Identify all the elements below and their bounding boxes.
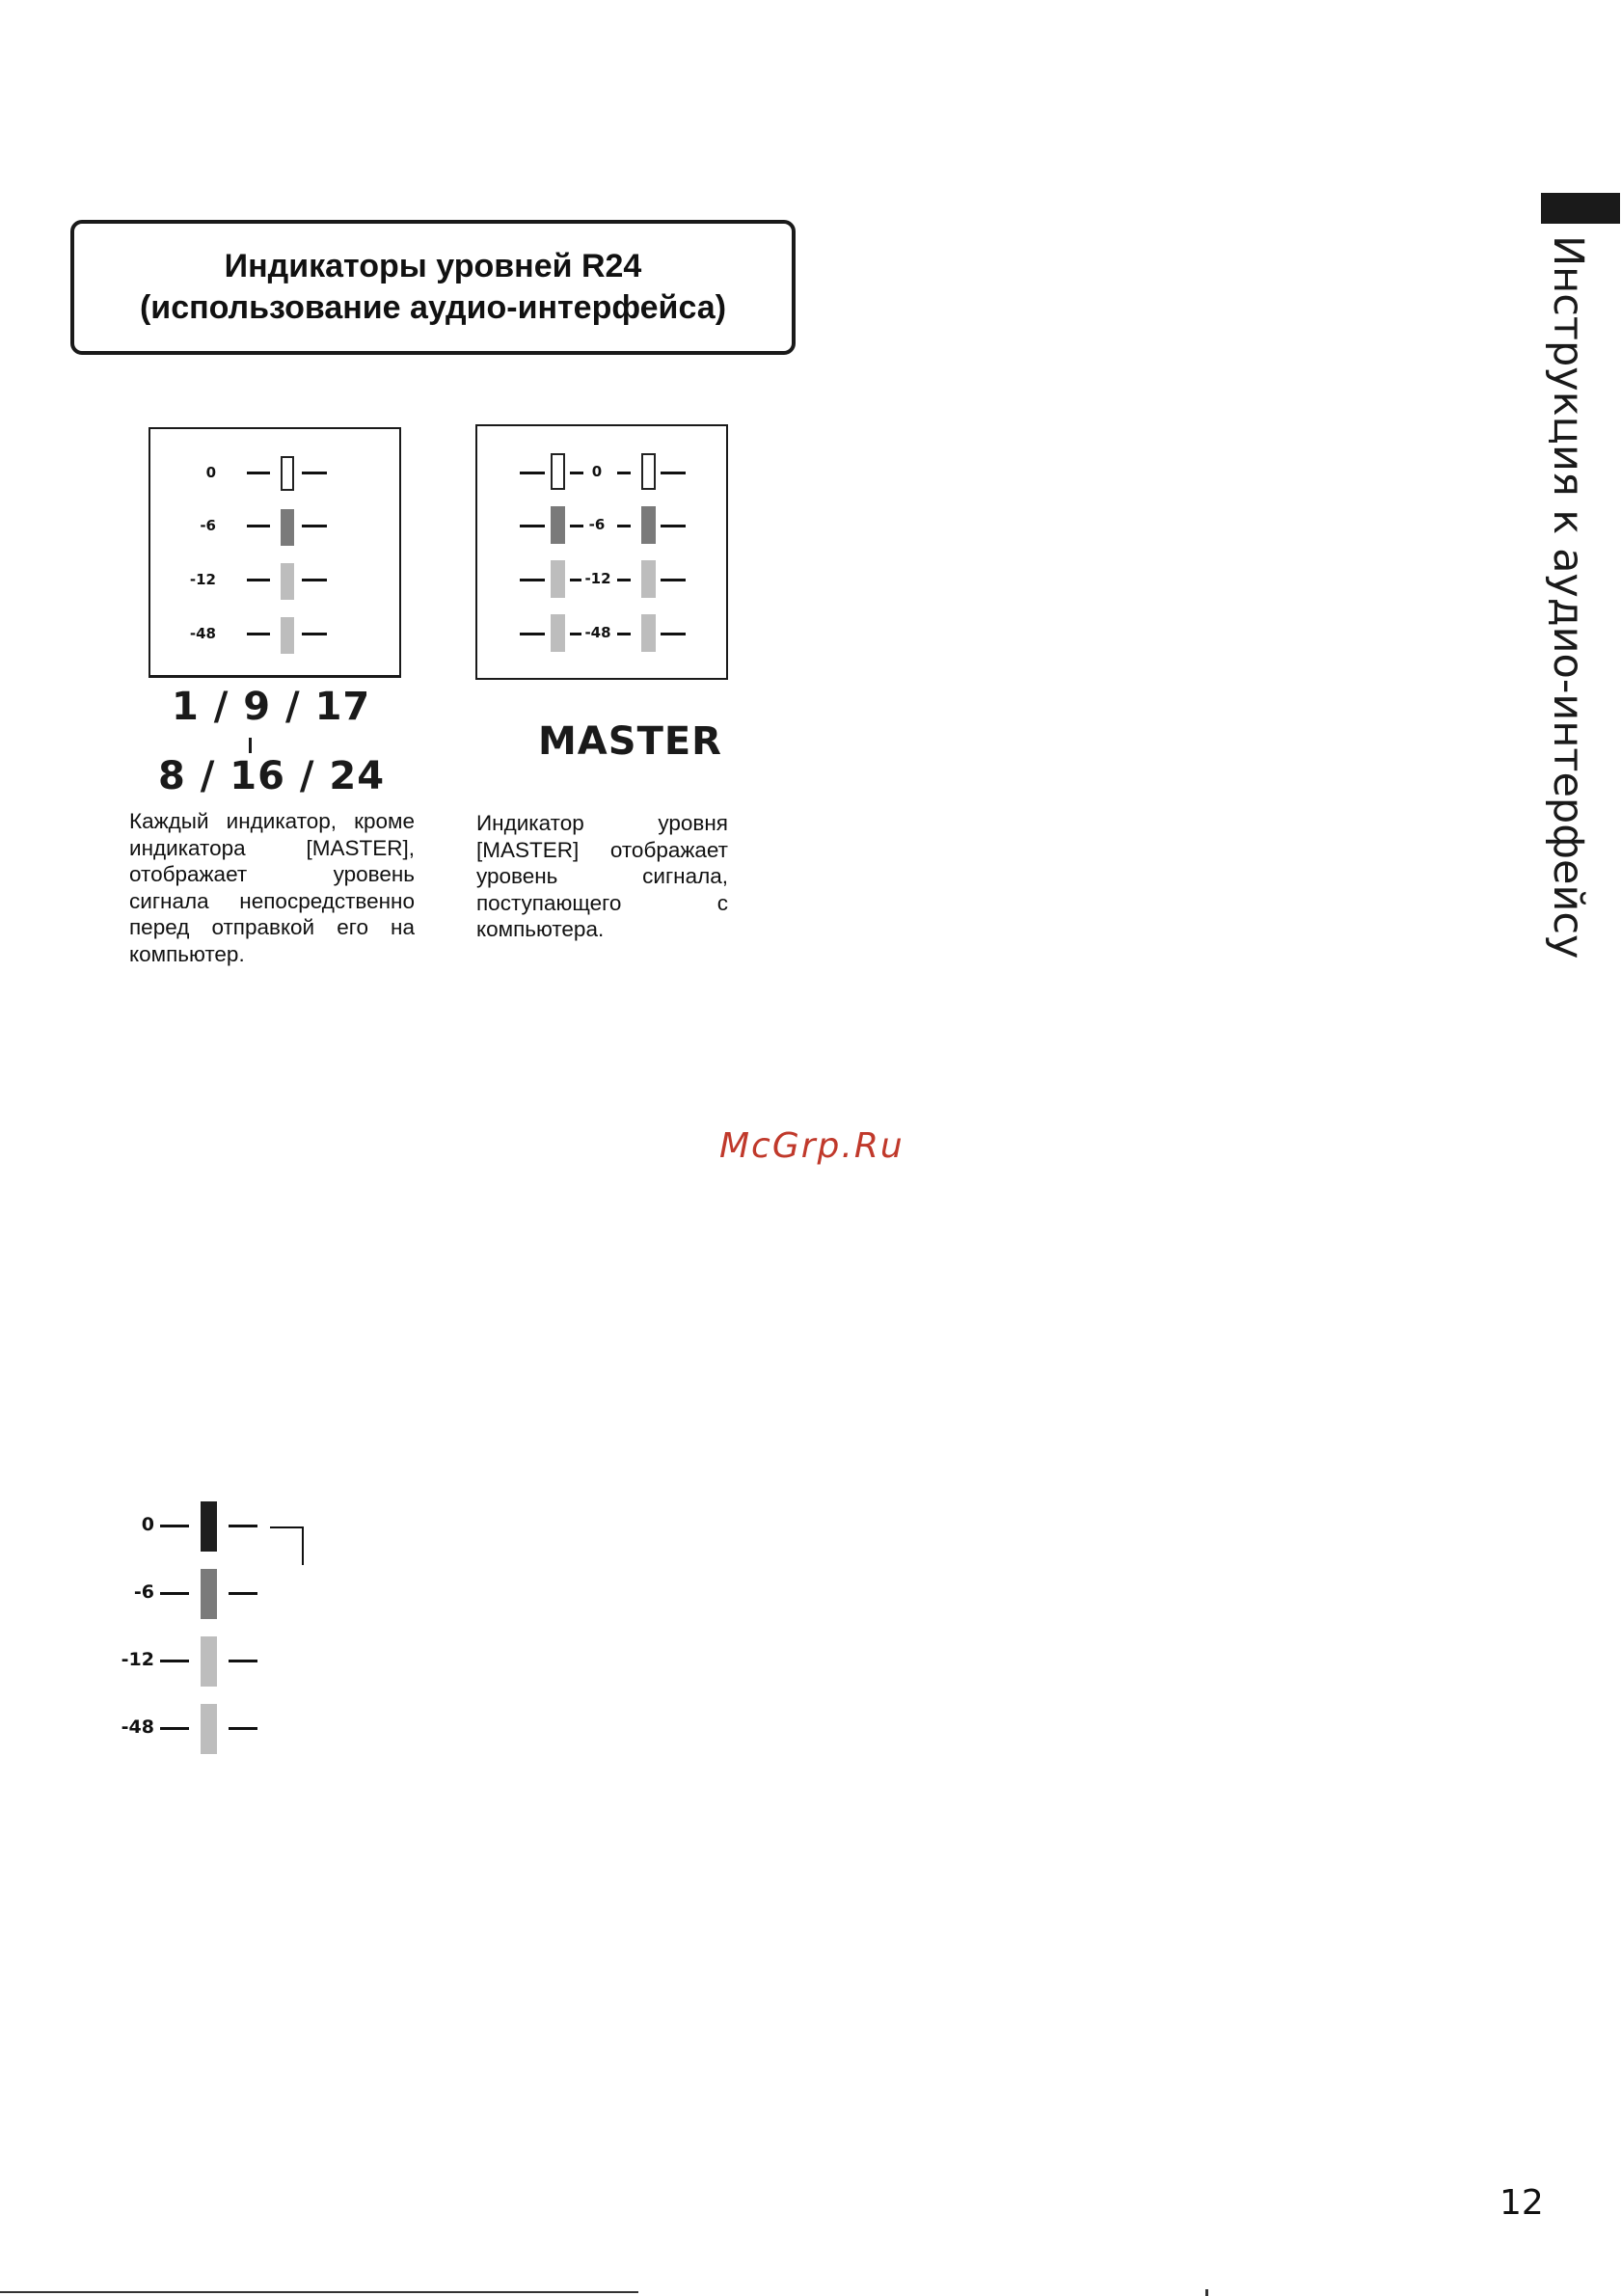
master-L-segment-0-off [551, 453, 565, 490]
master-L-segment-minus48 [551, 614, 565, 652]
tick-left [160, 1592, 189, 1595]
tick-right [302, 579, 327, 581]
channel-meter-description: Каждый индикатор, кроме индикатора [MASTER], отображает уровень сигнала непосредственно перед отправкой его на компьютер. [129, 809, 415, 966]
tick-mid [570, 472, 583, 474]
meter-segment-minus48 [281, 617, 294, 654]
tick-right [661, 579, 686, 581]
tick-left [160, 1660, 189, 1662]
master-R-segment-minus6 [641, 506, 656, 544]
master-R-segment-minus48 [641, 614, 656, 652]
master-level-label-minus48: -48 [584, 624, 611, 641]
master-R-segment-minus12 [641, 560, 656, 598]
section-title-box [70, 220, 796, 355]
tick-left [520, 633, 545, 635]
side-tab-text: Инструкция к аудио-интерфейсу [1544, 235, 1592, 959]
tick-left [160, 1525, 189, 1527]
big-segment-minus12 [201, 1636, 217, 1687]
level-label-minus6: -6 [200, 517, 216, 534]
tick-right [229, 1660, 257, 1662]
clip-indicator-meter [106, 1495, 318, 1765]
tick-right [302, 472, 327, 474]
master-label: MASTER [538, 719, 722, 764]
big-segment-0-lit [201, 1501, 217, 1552]
master-level-label-minus6: -6 [588, 516, 606, 533]
tick-mid [617, 525, 631, 527]
channel-range-divider [249, 738, 252, 753]
tick-right [661, 525, 686, 527]
tick-left [160, 1727, 189, 1730]
tick-mid [617, 472, 631, 474]
tick-left [247, 525, 270, 527]
channel-meter-panel [149, 427, 401, 678]
big-segment-minus48 [201, 1704, 217, 1754]
tick-right [661, 472, 686, 474]
big-level-label-minus48: -48 [121, 1716, 154, 1738]
big-segment-minus6 [201, 1569, 217, 1619]
tick-right [661, 633, 686, 635]
tick-left [247, 579, 270, 581]
master-level-label-0: 0 [591, 463, 603, 480]
callout-line-vertical [302, 1526, 304, 1565]
big-level-label-0: 0 [141, 1514, 154, 1535]
tick-right [229, 1592, 257, 1595]
section-title-line2: (использование аудио-интерфейса) [139, 289, 727, 326]
master-R-segment-0-off [641, 453, 656, 490]
tick-left [520, 472, 545, 474]
watermark: McGrp.Ru [719, 1126, 905, 1166]
master-meter-panel [475, 424, 728, 680]
tick-left [520, 579, 545, 581]
meter-segment-minus6 [281, 509, 294, 546]
section-title-line1: Индикаторы уровней R24 [224, 248, 642, 284]
tick-right [302, 525, 327, 527]
tick-left [247, 633, 270, 635]
tick-left [520, 525, 545, 527]
level-label-minus48: -48 [189, 625, 216, 642]
side-tab-bar [1541, 193, 1620, 224]
tick-left [247, 472, 270, 474]
tick-mid [570, 525, 583, 527]
tick-mid [617, 633, 631, 635]
tick-right [229, 1525, 257, 1527]
master-L-segment-minus6 [551, 506, 565, 544]
page-number: 12 [1499, 2183, 1544, 2223]
footer-mark [1205, 2289, 1208, 2296]
footer-rule [0, 2291, 638, 2293]
channel-label-top: 1 / 9 / 17 [172, 685, 371, 729]
meter-segment-0-off [281, 456, 294, 491]
tick-right [229, 1727, 257, 1730]
big-level-label-minus12: -12 [121, 1649, 154, 1670]
tick-right [302, 633, 327, 635]
channel-label-bottom: 8 / 16 / 24 [158, 754, 386, 798]
big-level-label-minus6: -6 [133, 1581, 154, 1603]
master-level-label-minus12: -12 [584, 570, 611, 587]
level-label-0: 0 [205, 464, 216, 481]
meter-segment-minus12 [281, 563, 294, 600]
level-label-minus12: -12 [189, 571, 216, 588]
tick-mid [617, 579, 631, 581]
master-L-segment-minus12 [551, 560, 565, 598]
master-meter-description: Индикатор уровня [MASTER] отображает уровень сигнала, поступающего с компьютера. [476, 811, 728, 941]
callout-line-horizontal [270, 1526, 304, 1528]
